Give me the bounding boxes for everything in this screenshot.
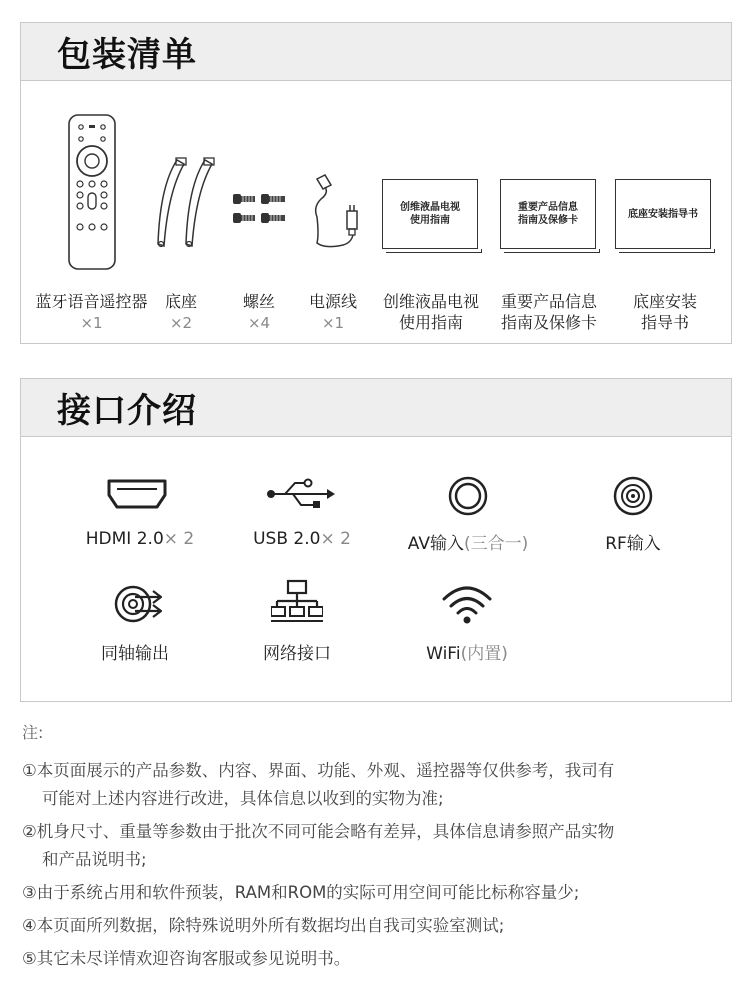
interfaces-header	[21, 379, 731, 437]
remote-qty: ×1	[80, 314, 103, 332]
note-1-line2: 可能对上述内容进行改进，具体信息以收到的实物为准;	[42, 789, 444, 808]
note-item	[22, 757, 730, 813]
note-item	[22, 818, 730, 874]
stand-install-booklet-line1: 底座安装指导书	[628, 208, 698, 220]
wifi-icon	[441, 583, 493, 625]
user-guide-booklet-line2: 使用指南	[410, 215, 450, 226]
note-5-line1: ⑤其它未尽详情欢迎咨询客服或参见说明书。	[22, 949, 351, 968]
stand-legs-icon	[152, 156, 218, 250]
usb-label-text: USB 2.0	[253, 529, 321, 549]
wifi-label-text: WiFi	[426, 644, 461, 664]
warranty-name-line2: 指南及保修卡	[500, 313, 597, 332]
av-label	[393, 529, 543, 554]
coaxial-output-icon	[113, 583, 171, 625]
note-2-line2: 和产品说明书;	[42, 850, 147, 869]
user-guide-name-line1: 创维液晶电视	[382, 292, 479, 311]
av-port-icon	[447, 475, 489, 517]
user-guide-name	[373, 291, 489, 333]
stand-install-name-line2: 指导书	[640, 313, 689, 332]
av-label-text: AV输入	[407, 534, 464, 554]
screws-icon	[231, 189, 289, 229]
hdmi-qty: × 2	[163, 529, 195, 549]
warranty-booklet-line2: 指南及保修卡	[518, 215, 578, 226]
note-3-line1: ③由于系统占用和软件预装，RAM和ROM的实际可用空间可能比标称容量少;	[22, 883, 580, 902]
power-cable-name: 电源线	[308, 292, 357, 311]
note-item	[22, 912, 730, 940]
user-guide-name-line2: 使用指南	[398, 313, 463, 332]
note-2-line1: ②机身尺寸、重量等参数由于批次不同可能会略有差异，具体信息请参照产品实物	[22, 822, 615, 841]
power-cable-icon	[307, 171, 367, 251]
stand-install-booklet-icon	[615, 179, 711, 249]
notes-heading: 注:	[22, 723, 44, 742]
hdmi-label-text: HDMI 2.0	[85, 529, 164, 549]
coaxial-label: 同轴输出	[101, 644, 169, 664]
wifi-label	[407, 639, 527, 664]
rf-port-icon	[612, 475, 654, 517]
warranty-booklet-line1: 重要产品信息	[518, 202, 578, 213]
interfaces-title: 接口介绍	[57, 391, 197, 431]
stand-install-name-line1: 底座安装	[632, 292, 697, 311]
screws-qty: ×4	[247, 314, 271, 332]
package-list-section	[20, 22, 732, 344]
remote-name: 蓝牙语音遥控器	[35, 292, 148, 311]
note-item	[22, 879, 730, 907]
warranty-name	[491, 291, 607, 333]
network-icon	[271, 579, 323, 625]
warranty-name-line1: 重要产品信息	[500, 292, 597, 311]
note-item	[22, 945, 730, 973]
notes-section	[22, 720, 730, 978]
interfaces-section	[20, 378, 732, 702]
usb-label	[237, 529, 367, 549]
stand-name: 底座	[164, 292, 197, 311]
usb-icon	[265, 477, 337, 511]
wifi-note: (内置)	[460, 644, 508, 664]
screws-name: 螺丝	[242, 292, 275, 311]
package-list-title: 包装清单	[57, 35, 197, 75]
note-1-line1: ①本页面展示的产品参数、内容、界面、功能、外观、遥控器等仅供参考，我司有	[22, 761, 615, 780]
user-guide-booklet-line1: 创维液晶电视	[400, 202, 460, 213]
power-cable-qty: ×1	[321, 314, 345, 332]
remote-control-icon	[67, 113, 117, 271]
network-label: 网络接口	[263, 644, 331, 664]
hdmi-port-icon	[105, 477, 169, 511]
av-note: (三合一)	[463, 534, 529, 554]
note-4-line1: ④本页面所列数据，除特殊说明外所有数据均出自我司实验室测试;	[22, 916, 505, 935]
warranty-booklet-icon	[500, 179, 596, 249]
package-list-header	[21, 23, 731, 81]
user-guide-booklet-icon	[382, 179, 478, 249]
rf-label: RF输入	[605, 534, 661, 554]
usb-qty: × 2	[320, 529, 351, 549]
stand-install-name	[607, 291, 723, 333]
stand-qty: ×2	[169, 314, 193, 332]
hdmi-label	[75, 529, 205, 549]
